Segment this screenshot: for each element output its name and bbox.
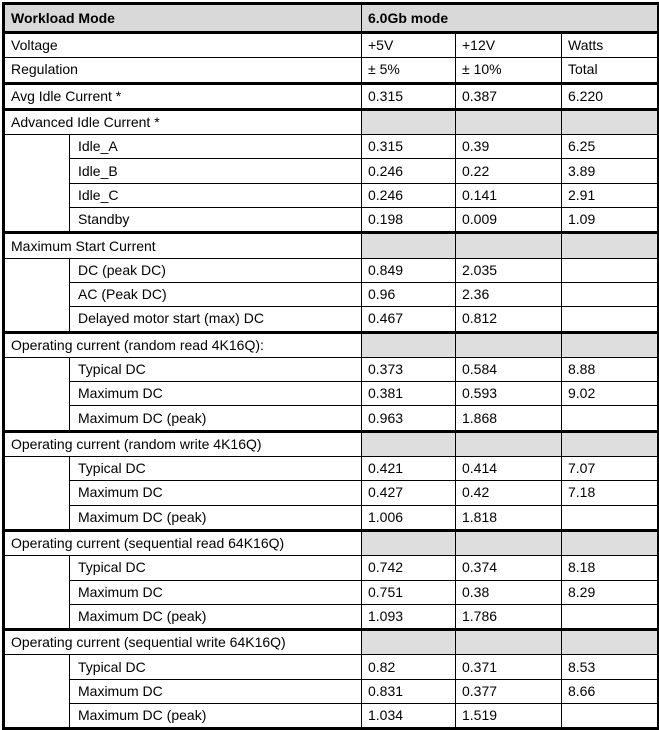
value-12v: 0.141 <box>456 183 562 207</box>
voltage-label: Voltage <box>4 33 362 58</box>
section-shaded-cell <box>562 630 659 655</box>
value-12v: 2.36 <box>456 282 562 306</box>
indent-cell <box>4 382 70 406</box>
value-12v: 0.009 <box>456 208 562 233</box>
avg-idle-5v: 0.315 <box>362 83 456 109</box>
row-label: Maximum DC (peak) <box>70 604 362 629</box>
section-shaded-cell <box>362 530 456 555</box>
value-12v: 0.42 <box>456 481 562 505</box>
section-title: Operating current (sequential read 64K16Q) <box>4 530 362 555</box>
indent-cell <box>4 307 70 332</box>
table-row <box>4 679 659 703</box>
section-title-row <box>4 233 659 258</box>
workload-mode-header: Workload Mode <box>4 4 362 33</box>
section-title: Operating current (random read 4K16Q): <box>4 332 362 357</box>
table-row <box>4 357 659 381</box>
voltage-12v: +12V <box>456 33 562 58</box>
indent-cell <box>4 183 70 207</box>
section-title-row <box>4 109 659 134</box>
table-row <box>4 556 659 580</box>
table-row <box>4 406 659 431</box>
row-label: Maximum DC <box>70 580 362 604</box>
value-watts: 8.88 <box>562 357 659 381</box>
row-label: Maximum DC (peak) <box>70 505 362 530</box>
indent-cell <box>4 208 70 233</box>
table-row <box>4 135 659 159</box>
section-shaded-cell <box>562 332 659 357</box>
row-label: Typical DC <box>70 556 362 580</box>
avg-idle-row <box>4 83 659 109</box>
regulation-total: Total <box>562 58 659 83</box>
value-watts <box>562 505 659 530</box>
row-label: Delayed motor start (max) DC <box>70 307 362 332</box>
row-label: Maximum DC (peak) <box>70 406 362 431</box>
indent-cell <box>4 604 70 629</box>
table-body <box>4 4 659 729</box>
section-title-row <box>4 332 659 357</box>
value-12v: 0.371 <box>456 655 562 679</box>
section-shaded-cell <box>456 530 562 555</box>
table-row <box>4 382 659 406</box>
section-shaded-cell <box>456 233 562 258</box>
indent-cell <box>4 159 70 183</box>
value-5v: 0.831 <box>362 679 456 703</box>
value-12v: 0.39 <box>456 135 562 159</box>
value-12v: 2.035 <box>456 258 562 282</box>
interface-mode-header: 6.0Gb mode <box>362 4 659 33</box>
row-label: AC (Peak DC) <box>70 282 362 306</box>
section-title: Operating current (random write 4K16Q) <box>4 431 362 456</box>
section-title: Operating current (sequential write 64K16Q) <box>4 630 362 655</box>
value-5v: 0.246 <box>362 183 456 207</box>
row-label: Typical DC <box>70 357 362 381</box>
section-shaded-cell <box>362 332 456 357</box>
value-12v: 0.374 <box>456 556 562 580</box>
value-watts <box>562 604 659 629</box>
section-shaded-cell <box>562 431 659 456</box>
value-12v: 0.377 <box>456 679 562 703</box>
value-watts <box>562 282 659 306</box>
indent-cell <box>4 556 70 580</box>
row-label: DC (peak DC) <box>70 258 362 282</box>
indent-cell <box>4 135 70 159</box>
value-5v: 1.093 <box>362 604 456 629</box>
value-12v: 1.868 <box>456 406 562 431</box>
value-12v: 1.818 <box>456 505 562 530</box>
indent-cell <box>4 580 70 604</box>
indent-cell <box>4 704 70 729</box>
power-spec-table <box>2 2 659 730</box>
regulation-row <box>4 58 659 83</box>
header-row <box>4 4 659 33</box>
table-row <box>4 183 659 207</box>
value-watts: 7.07 <box>562 457 659 481</box>
value-12v: 0.812 <box>456 307 562 332</box>
value-5v: 0.467 <box>362 307 456 332</box>
table-row <box>4 208 659 233</box>
value-12v: 0.38 <box>456 580 562 604</box>
table-row <box>4 704 659 729</box>
row-label: Typical DC <box>70 457 362 481</box>
value-watts: 1.09 <box>562 208 659 233</box>
value-5v: 0.198 <box>362 208 456 233</box>
avg-idle-12v: 0.387 <box>456 83 562 109</box>
row-label: Idle_A <box>70 135 362 159</box>
value-watts <box>562 307 659 332</box>
table-row <box>4 655 659 679</box>
value-watts: 8.66 <box>562 679 659 703</box>
section-shaded-cell <box>562 530 659 555</box>
value-12v: 0.414 <box>456 457 562 481</box>
value-watts: 8.29 <box>562 580 659 604</box>
value-12v: 0.584 <box>456 357 562 381</box>
row-label: Maximum DC <box>70 481 362 505</box>
value-5v: 0.373 <box>362 357 456 381</box>
row-label: Maximum DC <box>70 382 362 406</box>
value-5v: 0.82 <box>362 655 456 679</box>
value-12v: 1.786 <box>456 604 562 629</box>
value-12v: 1.519 <box>456 704 562 729</box>
value-5v: 1.006 <box>362 505 456 530</box>
indent-cell <box>4 481 70 505</box>
value-5v: 0.849 <box>362 258 456 282</box>
avg-idle-watts: 6.220 <box>562 83 659 109</box>
value-watts: 8.53 <box>562 655 659 679</box>
row-label: Typical DC <box>70 655 362 679</box>
indent-cell <box>4 406 70 431</box>
table-row <box>4 307 659 332</box>
regulation-label: Regulation <box>4 58 362 83</box>
voltage-row <box>4 33 659 58</box>
avg-idle-label: Avg Idle Current * <box>4 83 362 109</box>
value-5v: 1.034 <box>362 704 456 729</box>
table-row <box>4 159 659 183</box>
indent-cell <box>4 505 70 530</box>
value-5v: 0.742 <box>362 556 456 580</box>
value-watts: 6.25 <box>562 135 659 159</box>
table-row <box>4 580 659 604</box>
indent-cell <box>4 282 70 306</box>
section-title-row <box>4 630 659 655</box>
section-shaded-cell <box>562 233 659 258</box>
section-shaded-cell <box>456 332 562 357</box>
value-5v: 0.381 <box>362 382 456 406</box>
value-5v: 0.427 <box>362 481 456 505</box>
value-watts: 8.18 <box>562 556 659 580</box>
value-watts <box>562 704 659 729</box>
section-shaded-cell <box>362 630 456 655</box>
regulation-5v: ± 5% <box>362 58 456 83</box>
section-shaded-cell <box>362 109 456 134</box>
section-shaded-cell <box>562 109 659 134</box>
value-watts: 2.91 <box>562 183 659 207</box>
row-label: Standby <box>70 208 362 233</box>
value-5v: 0.421 <box>362 457 456 481</box>
section-shaded-cell <box>456 109 562 134</box>
value-watts <box>562 406 659 431</box>
value-5v: 0.751 <box>362 580 456 604</box>
section-title: Advanced Idle Current * <box>4 109 362 134</box>
value-watts <box>562 258 659 282</box>
value-watts: 7.18 <box>562 481 659 505</box>
voltage-watts: Watts <box>562 33 659 58</box>
table-row <box>4 457 659 481</box>
regulation-12v: ± 10% <box>456 58 562 83</box>
section-title-row <box>4 530 659 555</box>
section-shaded-cell <box>456 630 562 655</box>
value-5v: 0.963 <box>362 406 456 431</box>
section-shaded-cell <box>456 431 562 456</box>
indent-cell <box>4 457 70 481</box>
value-12v: 0.593 <box>456 382 562 406</box>
table-row <box>4 258 659 282</box>
row-label: Idle_B <box>70 159 362 183</box>
value-5v: 0.96 <box>362 282 456 306</box>
section-title-row <box>4 431 659 456</box>
section-title: Maximum Start Current <box>4 233 362 258</box>
indent-cell <box>4 357 70 381</box>
row-label: Maximum DC <box>70 679 362 703</box>
indent-cell <box>4 655 70 679</box>
value-5v: 0.246 <box>362 159 456 183</box>
table-row <box>4 505 659 530</box>
value-5v: 0.315 <box>362 135 456 159</box>
table-row <box>4 282 659 306</box>
indent-cell <box>4 258 70 282</box>
row-label: Maximum DC (peak) <box>70 704 362 729</box>
row-label: Idle_C <box>70 183 362 207</box>
table-row <box>4 481 659 505</box>
section-shaded-cell <box>362 431 456 456</box>
section-shaded-cell <box>362 233 456 258</box>
table-row <box>4 604 659 629</box>
value-12v: 0.22 <box>456 159 562 183</box>
indent-cell <box>4 679 70 703</box>
value-watts: 3.89 <box>562 159 659 183</box>
value-watts: 9.02 <box>562 382 659 406</box>
voltage-5v: +5V <box>362 33 456 58</box>
